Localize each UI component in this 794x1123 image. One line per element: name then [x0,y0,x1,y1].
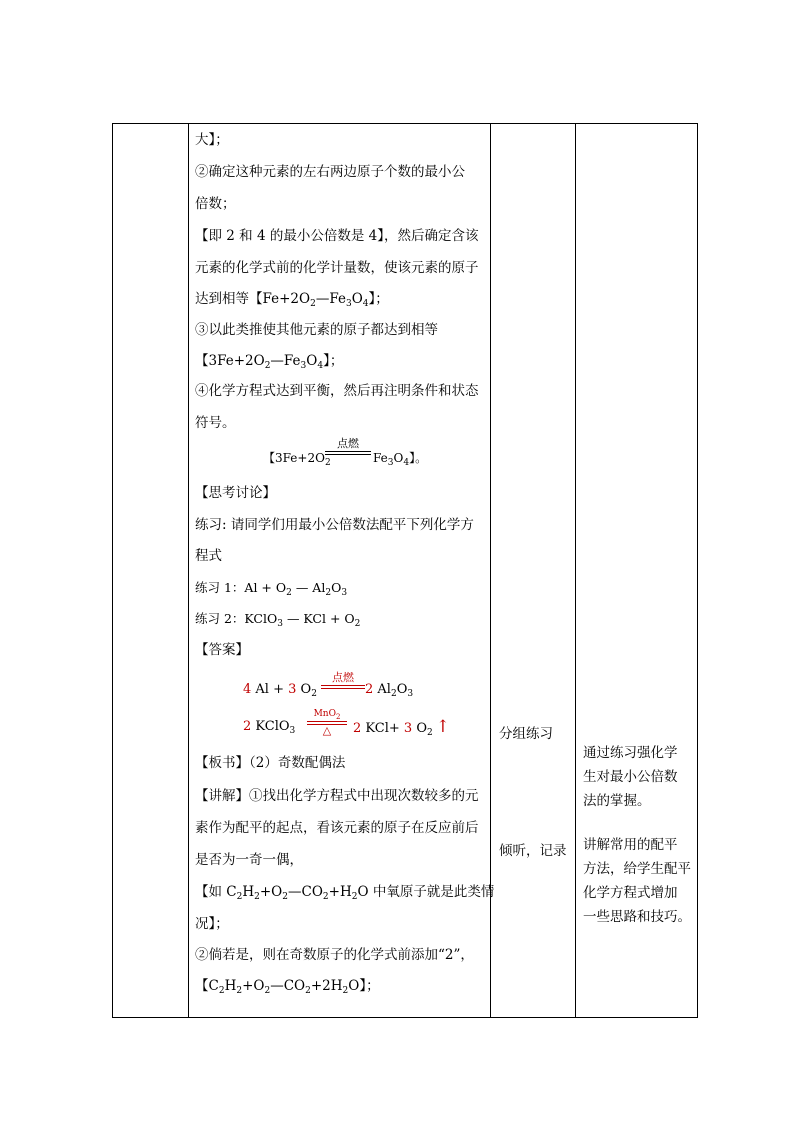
answer-equation-1-left: 4 Al + 3 $O_2$ [243,682,317,699]
text-line: 符号。 [195,415,236,431]
student-activity-listen: 倾听，记录 [499,843,567,859]
text-line: 元素的化学式前的化学计量数，使该元素的原子 [195,260,479,276]
lesson-table [112,123,698,1018]
formula-line: 【$3Fe+2O_2—Fe_3O_4$】； [195,353,344,371]
exercise-1: 练习 1：$Al + O_2$ — $Al_2O_3$ [195,580,348,598]
equation-left: 【$3Fe+2O_2$ [263,451,331,468]
text-line: ④化学方程式达到平衡，然后再注明条件和状态 [195,383,479,399]
design-intent-2: 讲解常用的配平 方法，给学生配平 化学方程式增加 一些思路和技巧。 [583,837,691,925]
exercise-2: 练习 2：KClO$_3$ — KCl + $O_2$ [195,611,361,629]
text-line: 素作为配平的起点，看该元素的原子在反应前后 [195,820,479,836]
section-heading: 【思考讨论】 [195,485,276,501]
text-line: 【即 2 和 4 的最小公倍数是 4】，然后确定含该 [195,228,479,244]
answer-equation-2-left: 2 KClO$_3$ [243,719,296,736]
text-line: 【讲解】①找出化学方程式中出现次数较多的元 [195,788,479,804]
text-line: 程式 [195,548,222,564]
answer-equation-2-right: 2 KCl+ 3 $O_2$ ↑ [353,717,450,738]
text-line: 倍数； [195,196,236,212]
reaction-condition: 点燃 [325,438,371,455]
formula-line: 【$C_2H_2+O_2—CO_2+2H_2O$】； [195,978,380,996]
design-intent-1: 通过练习强化学 生对最小公倍数 法的掌握。 [583,745,678,809]
column-divider [188,124,189,1017]
formula-line: 【如 $C_2H_2+O_2—CO_2+H_2O$ 中氧原子就是此类情 [195,884,495,902]
text-line: 况】； [195,916,229,932]
equation-right: $Fe_3O_4$】。 [373,451,428,468]
answer-reaction-condition: 点燃 [321,672,365,689]
text-line: 练习: 请同学们用最小公倍数法配平下列化学方 [195,517,474,533]
text-line: ③以此类推使其他元素的原子都达到相等 [195,322,438,338]
catalyst-condition: MnO$_2$ △ [307,708,347,737]
column-divider [575,124,576,1017]
gas-arrow-icon: ↑ [435,717,450,737]
text-line: ②倘若是，则在奇数原子的化学式前添加“2”， [195,947,474,963]
answer-equation-1-right: 2 $Al_2O_3$ [365,682,414,699]
section-heading: 【答案】 [195,642,249,658]
text-line: 是否为一奇一偶， [195,852,303,868]
student-activity-group-practice: 分组练习 [499,726,553,742]
text-line: ②确定这种元素的左右两边原子个数的最小公 [195,164,465,180]
section-heading: 【板书】（2）奇数配偶法 [195,755,346,771]
formula-line: 达到相等【$Fe+2O_2—Fe_3O_4$】； [195,291,389,309]
text-line: 大】； [195,132,229,148]
